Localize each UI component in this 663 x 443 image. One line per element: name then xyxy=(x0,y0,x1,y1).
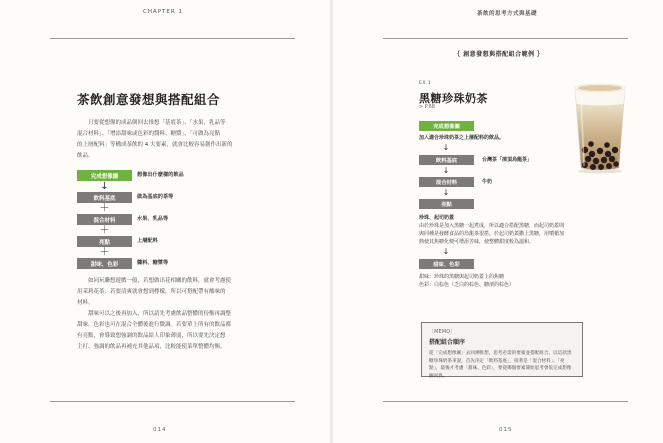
para-line: 用茉莉花茶；若要清爽就會想到檸檬，所以可搭配帶有酸味的 xyxy=(77,289,226,295)
plus-icon: ＋ xyxy=(99,203,110,214)
intro-line: 的上層配料」等構成茶飲的 4 大要素，就會比較容易創作出新的 xyxy=(77,142,233,148)
intro-line: 混合材料」、「增添甜味或色彩的醬料、糖漿」、「可做為亮點 xyxy=(77,131,221,137)
para-line: 甜味。色彩也可在混合全體後進行微調。若要單上所有的飲品都 xyxy=(77,322,232,328)
arrow-down-icon: ↓ xyxy=(442,166,450,175)
flow-desc: 想像出什麼樣的飲品 xyxy=(137,172,184,178)
intro-line: 飲品。 xyxy=(77,153,94,159)
memo-title: 搭配組合順序 xyxy=(429,339,466,346)
flow-label-sweet: 甜味、色彩 xyxy=(419,259,474,269)
page-title: 茶飲創意發想與搭配組合 xyxy=(77,92,221,107)
memo-body: 從「完成想像圖」去回溯推想，思考必需的要素並搭配組合。以這款黑糖珍珠奶茶來說，首先決定「飲料基底」，接著是「混合材料」、「亮點」，最後才考慮「甜味、色彩」，要從哪個要素開始思考會依完成想像圖而異。 xyxy=(429,351,572,379)
para-line: 有亮點，會導致想強調的飲品給人印象薄弱，所以要先決定想 xyxy=(77,333,226,339)
paragraph-association xyxy=(77,276,257,309)
sweet-line: 色彩：白棕色（乏白的棕色、糖漬的棕色） xyxy=(419,282,515,288)
flow-label: 飲料基底 xyxy=(77,192,132,203)
flow-desc: 做為基底的茶等 xyxy=(137,194,174,200)
plus-icon: ＋ xyxy=(99,247,110,258)
top-rule xyxy=(383,38,628,39)
intro-line: 只要從想像的成品倒回去推想「基底茶」、「水果、乳品等 xyxy=(88,120,226,126)
paragraph-balance xyxy=(77,309,257,353)
flow-desc: 醬料、糖漿等 xyxy=(137,260,169,266)
mix-text: 牛奶 xyxy=(482,179,493,185)
sweet-line: 甜味：珍珠的黑糖與起司奶蓋上的焦糖 xyxy=(419,274,505,280)
flow-label-base: 飲料基底 xyxy=(419,155,474,165)
para-line: 主打、強調的飲品再補充其他品項，比較能使菜單整體均衡。 xyxy=(77,344,226,350)
flow-label: 完成想像圖 xyxy=(77,170,132,181)
intro-paragraph xyxy=(77,118,257,162)
page-reference: > P.68 xyxy=(419,104,435,110)
bottom-rule xyxy=(383,401,628,402)
arrow-down-icon: ↓ xyxy=(442,247,450,256)
highlight-line: 與同種是發酵食品的烏龍茶很搭，於起司奶蓋撒上黑糖，用噴槍加 xyxy=(419,231,565,237)
flow-desc: 上層配料 xyxy=(137,238,158,244)
arrow-down-icon: ↓ xyxy=(442,188,450,197)
bottom-rule xyxy=(50,401,295,402)
highlight-line: 熱使其焦糖化便可增添苦味，使整體甜度較為溫和。 xyxy=(419,239,535,245)
running-head-left: CHAPTER 1 xyxy=(143,9,183,15)
para-line: 如同玩聯想遊戲一般，若想做出花相關的飲料，就會考慮使 xyxy=(88,278,232,284)
highlight-title: 珍珠、起司奶蓋 xyxy=(419,215,455,221)
right-page xyxy=(333,0,663,443)
arrow-down-icon: ↓ xyxy=(100,181,109,192)
memo-box xyxy=(421,322,583,377)
flow-label-mix: 混合材料 xyxy=(419,177,474,187)
top-rule xyxy=(50,38,295,39)
flow-label: 亮點 xyxy=(77,236,132,247)
page-number-right: 015 xyxy=(499,427,513,433)
flow-label: 混合材料 xyxy=(77,214,132,225)
section-banner: ｛ 創意發想與搭配組合範例 ｝ xyxy=(454,51,544,58)
example-title: 黑糖珍珠奶茶 xyxy=(419,92,488,105)
example-number: EX.1 xyxy=(419,81,432,86)
flow-label-highlight: 亮點 xyxy=(419,199,474,209)
bubble-tea-cup-photo xyxy=(567,80,633,174)
goal-text: 加入適合珍珠奶茶之上層配料的飲品。 xyxy=(419,135,505,141)
flow-label-goal: 完成想像圖 xyxy=(419,121,474,131)
arrow-down-icon: ↓ xyxy=(442,143,450,152)
para-line: 甜味可以之後再加入，所以請先考慮飲品整體的份衡再調整 xyxy=(88,311,232,317)
running-head-right: 茶飲的思考方式與基礎 xyxy=(477,11,538,17)
base-text: 台灣茶「凍頂烏龍茶」 xyxy=(482,157,533,163)
flow-label: 甜味、色彩 xyxy=(77,258,132,269)
plus-icon: ＋ xyxy=(99,225,110,236)
left-page xyxy=(0,0,330,443)
page-number-left: 014 xyxy=(153,427,167,433)
highlight-line: 由於珍珠是加入黑糖一起煮成，所以適合搭配黑糖，而起司奶蓋則 xyxy=(419,223,565,229)
memo-tag: ［MEMO］ xyxy=(429,330,456,335)
flow-desc: 水果、乳品等 xyxy=(137,216,169,222)
para-line: 材料。 xyxy=(77,300,94,306)
